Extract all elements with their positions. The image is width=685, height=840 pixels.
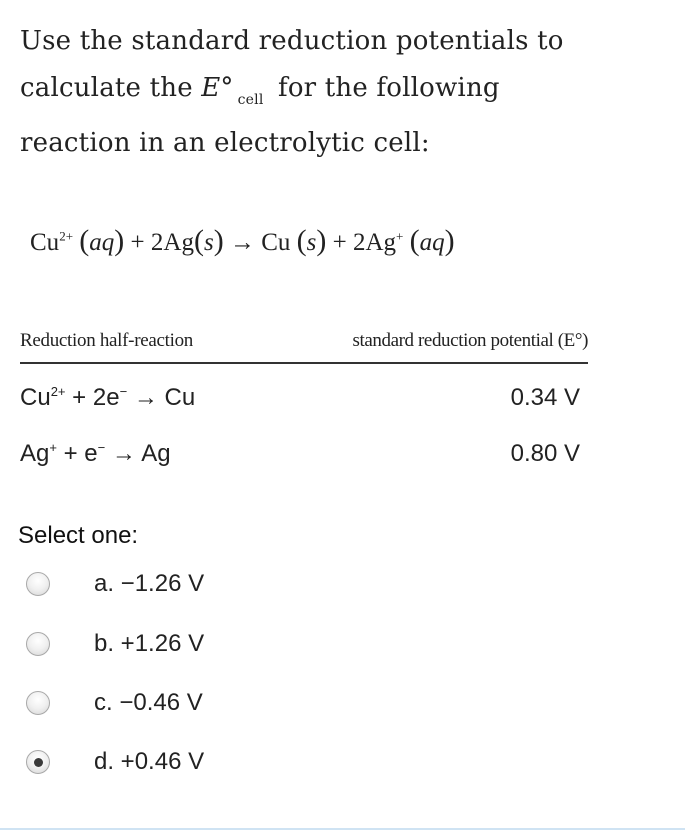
radio-button-d[interactable] <box>26 750 50 774</box>
header-half-reaction: Reduction half-reaction <box>20 330 193 351</box>
cu-charge: 2+ <box>59 228 74 244</box>
arrow: → <box>105 440 142 467</box>
half-reaction-cell <box>20 440 171 468</box>
arrow: → <box>127 384 165 411</box>
question-line-3: reaction in an electrolytic cell: <box>20 128 430 158</box>
product-ag: 2Ag <box>352 229 397 256</box>
question-text-following: for the following <box>278 73 500 103</box>
radio-button-a[interactable] <box>26 572 50 596</box>
state-s-2: s <box>306 229 317 256</box>
half-reaction-cell <box>20 384 195 412</box>
option-c[interactable] <box>26 687 326 727</box>
state-aq-2: aq <box>419 229 445 256</box>
option-b[interactable] <box>26 628 326 668</box>
header-potential: standard reduction potential (E°) <box>352 330 588 351</box>
option-b-label[interactable]: b. +1.26 V <box>94 630 205 657</box>
radio-button-c[interactable] <box>26 691 50 715</box>
radio-button-b[interactable] <box>26 632 50 656</box>
table-header <box>20 328 588 364</box>
state-s-1: s <box>203 229 214 256</box>
potential-cell: 0.34 V <box>510 384 580 411</box>
select-one-label: Select one: <box>18 522 139 549</box>
electrons: + e <box>56 440 98 467</box>
ag-charge: + <box>396 228 404 244</box>
option-c-label[interactable]: c. −0.46 V <box>94 689 203 716</box>
electron-charge: − <box>97 440 106 455</box>
e-cell-subscript: cell <box>237 92 264 108</box>
question-line-1: Use the standard reduction potentials to <box>20 26 564 56</box>
option-d[interactable] <box>26 746 326 786</box>
reactant-cu: Cu <box>30 229 60 256</box>
table-row <box>20 416 588 468</box>
reactant-ag: 2Ag <box>150 229 194 256</box>
product: Cu <box>164 384 196 411</box>
option-d-label[interactable]: d. +0.46 V <box>94 748 205 775</box>
question-text-calculate: calculate the <box>20 73 193 103</box>
electron-charge: − <box>119 384 128 399</box>
option-a-label[interactable]: a. −1.26 V <box>94 570 205 597</box>
e-cell-symbol: E° <box>201 73 234 103</box>
question-line-2 <box>20 73 500 108</box>
potential-cell: 0.80 V <box>510 440 580 467</box>
species: Cu <box>20 384 51 411</box>
species-charge: 2+ <box>50 384 66 399</box>
product: Ag <box>141 440 171 467</box>
product-cu: Cu <box>261 229 291 256</box>
bottom-divider <box>0 828 685 830</box>
potential-table <box>20 328 588 468</box>
electrons: + 2e <box>65 384 120 411</box>
reaction-arrow: → <box>229 229 255 256</box>
table-row <box>20 364 588 416</box>
species: Ag <box>20 440 50 467</box>
species-charge: + <box>49 440 57 455</box>
reaction-equation: $Cu^{2+}$ (aq) + 2Ag(s) → Cu (s) + 2Ag+ (aq) <box>30 224 455 257</box>
plus-2: + <box>332 229 347 256</box>
state-aq-1: aq <box>89 229 115 256</box>
plus-1: + <box>130 229 145 256</box>
option-a[interactable] <box>26 568 326 608</box>
